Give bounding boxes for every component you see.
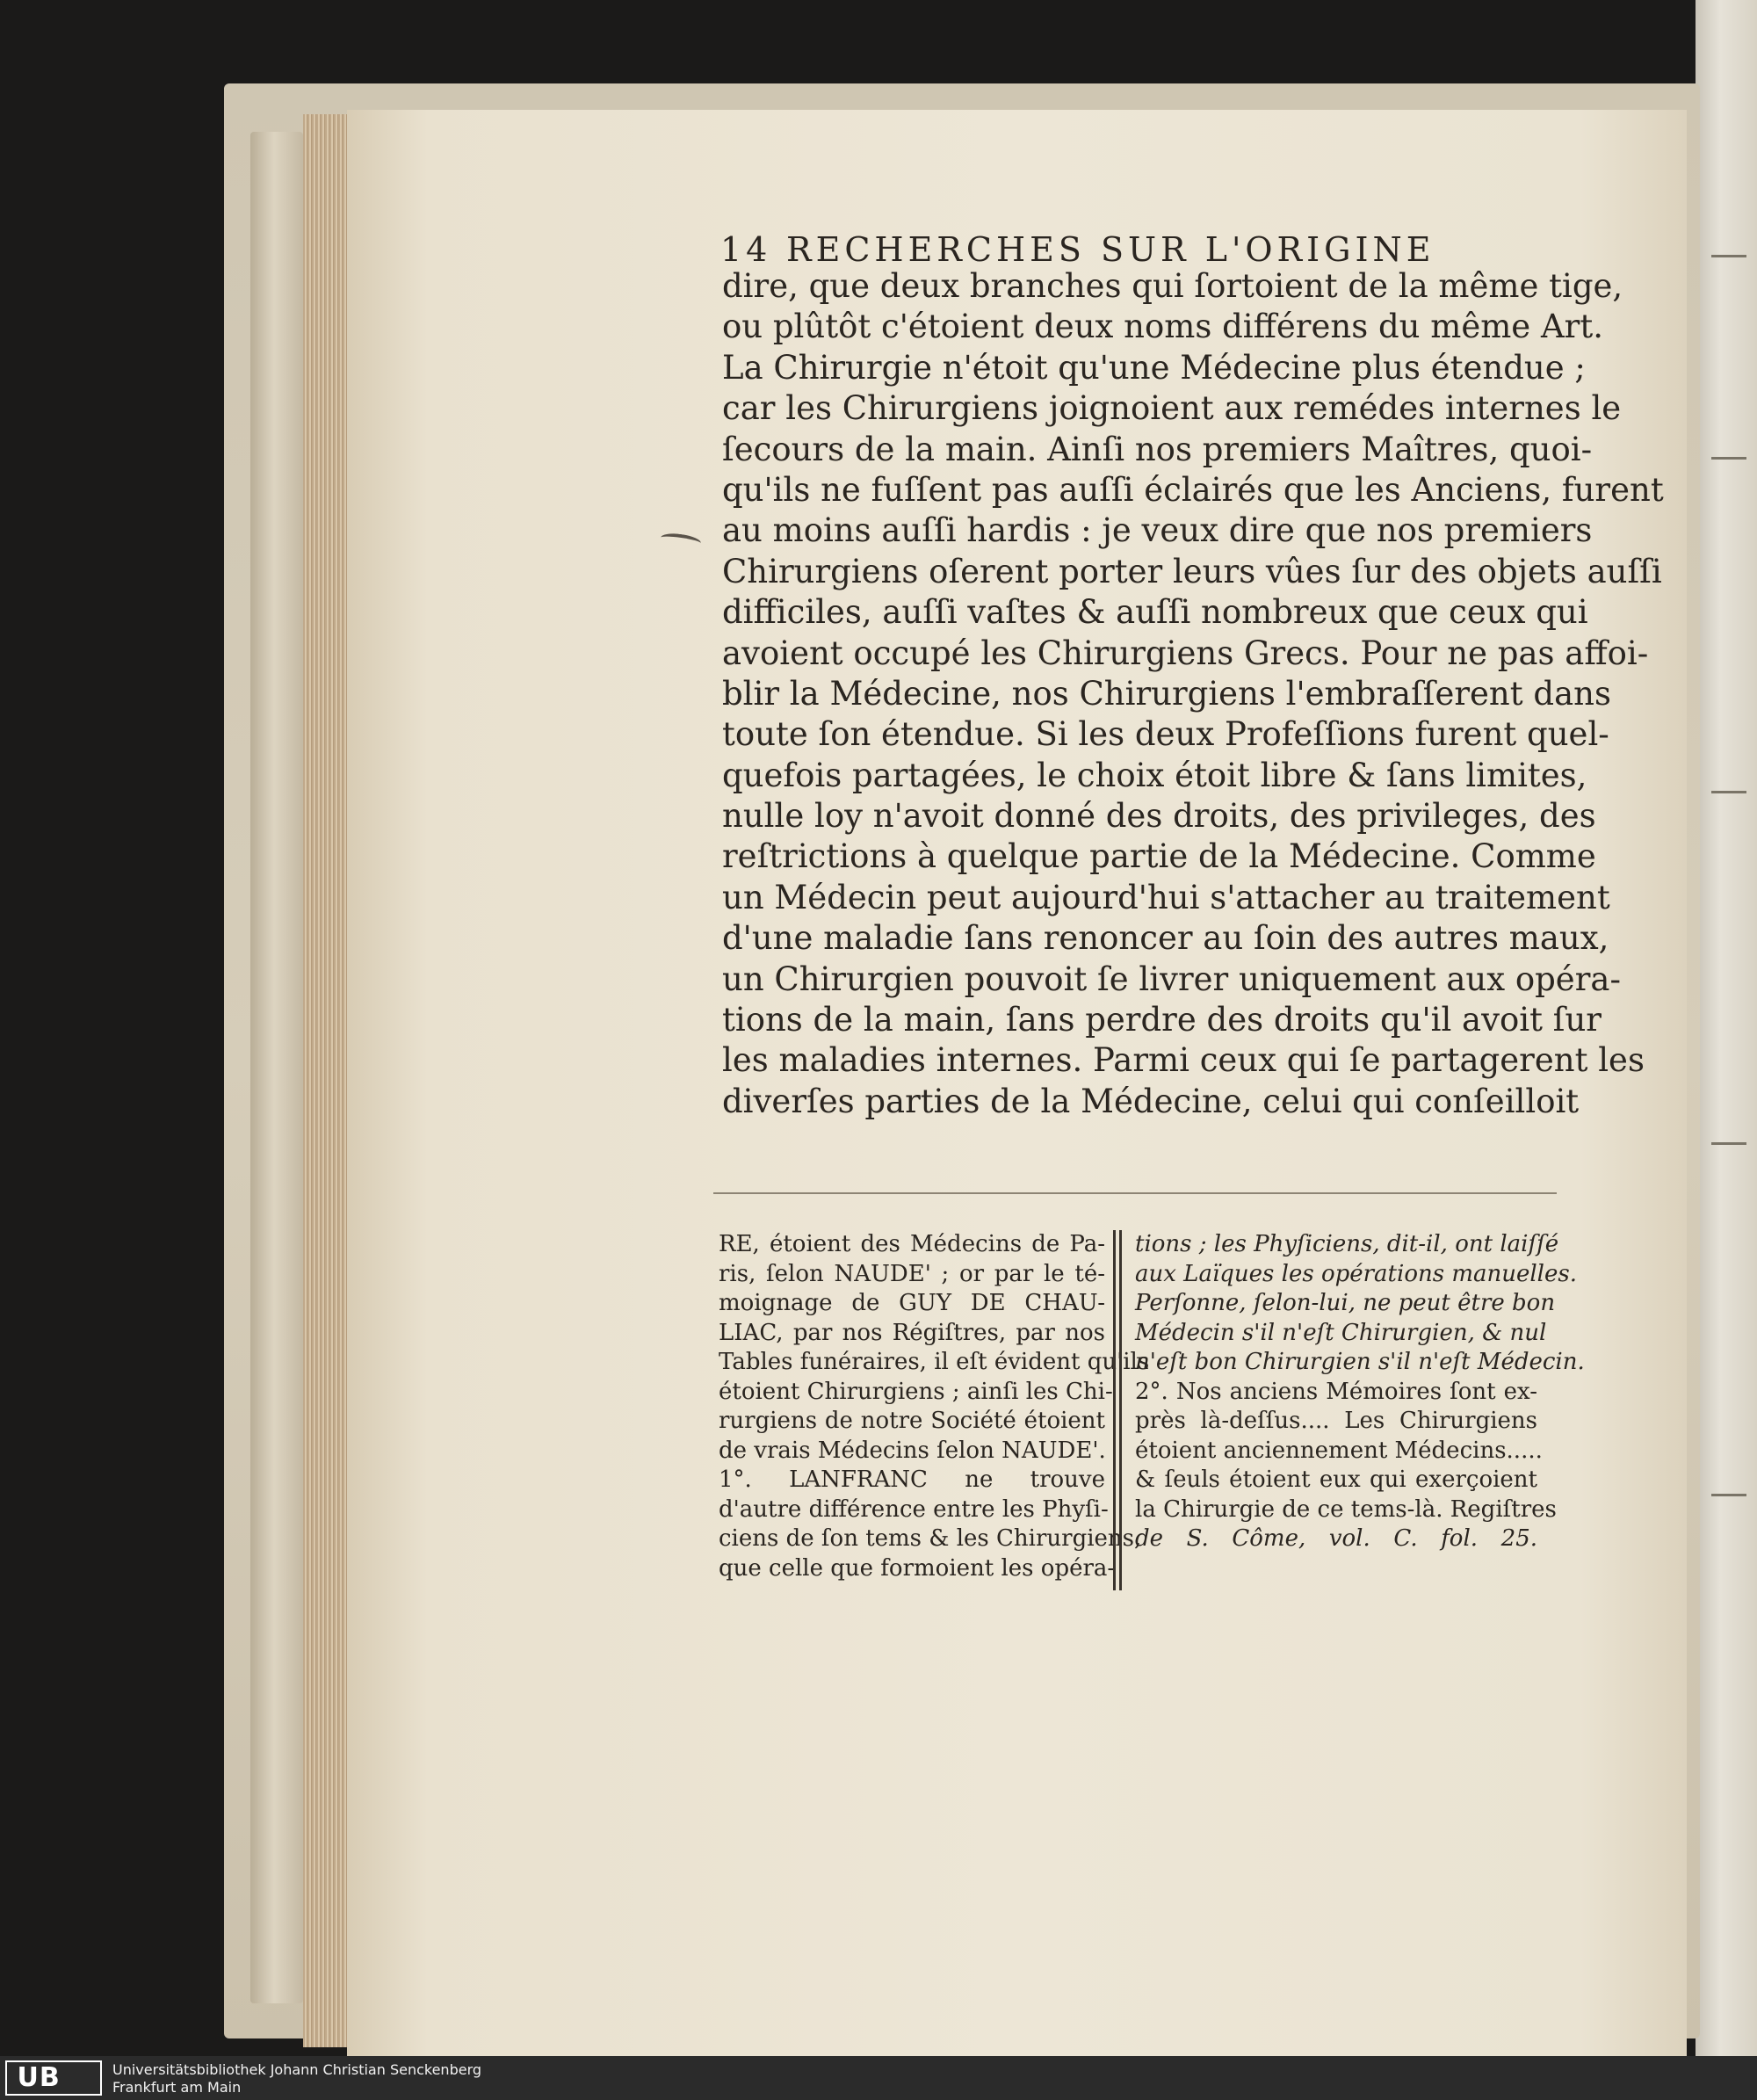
text-line: un Chirurgien pouvoit ſe livrer uniquement aux opéra-: [722, 959, 1621, 998]
footnote-line: moignage de GUY DE CHAU-: [719, 1290, 1105, 1316]
footnote-line: rurgiens de notre Société étoient: [719, 1408, 1105, 1434]
footnote-line: tions ; les Phyſiciens, dit-il, ont laiſſé: [1135, 1231, 1559, 1257]
main-text-block: [722, 266, 1664, 1122]
footnote-line: Perſonne, ſelon-lui, ne peut être bon: [1135, 1290, 1556, 1316]
footnote-line: LIAC, par nos Régiſtres, par nos: [719, 1319, 1105, 1346]
text-line: nulle loy n'avoit donné des droits, des privileges, des: [722, 797, 1596, 836]
text-line: difficiles, auſſi vaſtes & auſſi nombreux que ceux qui: [722, 593, 1588, 632]
text-line: quefois partagées, le choix étoit libre & ſans limites,: [722, 756, 1587, 794]
text-line: avoient occupé les Chirurgiens Grecs. Pour ne pas affoi-: [722, 634, 1649, 672]
edge-mark: [1711, 255, 1746, 257]
library-name-line1: Universitätsbibliothek Johann Christian Senckenberg: [112, 2061, 482, 2078]
footnote-line: que celle que formoient les opéra-: [719, 1554, 1116, 1582]
adjacent-book-edge: [1696, 0, 1757, 2056]
footnote-line: ris, ſelon NAUDE' ; or par le té-: [719, 1260, 1105, 1287]
text-line: La Chirurgie n'étoit qu'une Médecine plus étendue ;: [722, 348, 1586, 387]
page-edges: [303, 114, 347, 2047]
library-name-line2: Frankfurt am Main: [112, 2079, 242, 2096]
footnote-line: Tables funéraires, il eſt évident qu'ils: [719, 1349, 1150, 1375]
ub-logo: [7, 2061, 104, 2095]
text-line: ſecours de la main. Ainſi nos premiers Maîtres, quoi-: [722, 430, 1593, 468]
edge-mark: [1711, 457, 1746, 460]
footnote-rule: [713, 1192, 1557, 1194]
text-line: d'une maladie ſans renoncer au ſoin des autres maux,: [722, 919, 1609, 958]
column-separator: [1113, 1230, 1122, 1590]
footnote-line: 2°. Nos anciens Mémoires ſont ex-: [1135, 1378, 1537, 1405]
footnote-line: Médecin s'il n'eſt Chirurgien, & nul: [1135, 1319, 1547, 1346]
footnote-line: de S. Côme, vol. C. fol. 25.: [1135, 1525, 1537, 1552]
footnote-line: d'autre différence entre les Phyſi-: [719, 1495, 1109, 1523]
running-title: RECHERCHES SUR L'ORIGINE: [786, 230, 1435, 269]
footnote-line: n'eſt bon Chirurgien s'il n'eſt Médecin.: [1135, 1349, 1585, 1375]
edge-mark: [1711, 1494, 1746, 1496]
footnote-line: la Chirurgie de ce tems-là. Regiſtres: [1135, 1495, 1557, 1523]
cover-fold: [250, 132, 303, 2003]
text-line: toute ſon étendue. Si les deux Profeſſions furent quel-: [722, 715, 1609, 754]
footnote-left-column: [719, 1230, 1150, 1583]
edge-mark: [1711, 791, 1746, 793]
text-line: Chirurgiens oſerent porter leurs vûes ſur des objets auſſi: [722, 552, 1662, 590]
footnote-line: étoient Chirurgiens ; ainſi les Chi-: [719, 1378, 1113, 1405]
footnote-line: près là-deſſus.... Les Chirurgiens: [1135, 1408, 1537, 1434]
text-line: qu'ils ne fuſſent pas auſſi éclairés que les Anciens, furent: [722, 470, 1664, 509]
text-line: diverſes parties de la Médecine, celui qui conſeilloit: [722, 1082, 1580, 1120]
ub-logo-text: UB: [17, 2062, 61, 2093]
footnote-line: RE, étoient des Médecins de Pa-: [719, 1231, 1105, 1257]
text-line: reſtrictions à quelque partie de la Médecine. Comme: [722, 837, 1596, 876]
text-line: blir la Médecine, nos Chirurgiens l'embraſſerent dans: [722, 674, 1611, 713]
footnote-line: 1°. LANFRANC ne trouve: [719, 1466, 1105, 1493]
edge-mark: [1711, 1142, 1746, 1145]
text-line: car les Chirurgiens joignoient aux remédes internes le: [722, 389, 1622, 428]
library-name: [112, 2061, 481, 2096]
footnote-line: étoient anciennement Médecins.....: [1135, 1437, 1543, 1464]
page-number: 14: [720, 230, 772, 269]
text-line: ou plûtôt c'étoient deux noms différens du même Art.: [722, 308, 1603, 346]
text-line: dire, que deux branches qui ſortoient de la même tige,: [722, 267, 1623, 305]
footnote-line: de vrais Médecins ſelon NAUDE'.: [719, 1437, 1106, 1464]
library-footer-bar: [0, 2056, 1757, 2100]
text-line: tions de la main, ſans perdre des droits qu'il avoit ſur: [722, 1001, 1602, 1039]
footnote-line: & ſeuls étoient eux qui exerçoient: [1135, 1466, 1537, 1493]
running-head: [720, 230, 1511, 269]
text-line: un Médecin peut aujourd'hui s'attacher au traitement: [722, 878, 1610, 916]
text-line: au moins auſſi hardis : je veux dire que nos premiers: [722, 511, 1593, 550]
text-line: les maladies internes. Parmi ceux qui ſe partagerent les: [722, 1041, 1645, 1080]
footnote-right-column: [1135, 1230, 1585, 1554]
footnote-line: ciens de ſon tems & les Chirurgiens,: [719, 1525, 1142, 1552]
footnote-line: aux Laïques les opérations manuelles.: [1135, 1260, 1577, 1287]
